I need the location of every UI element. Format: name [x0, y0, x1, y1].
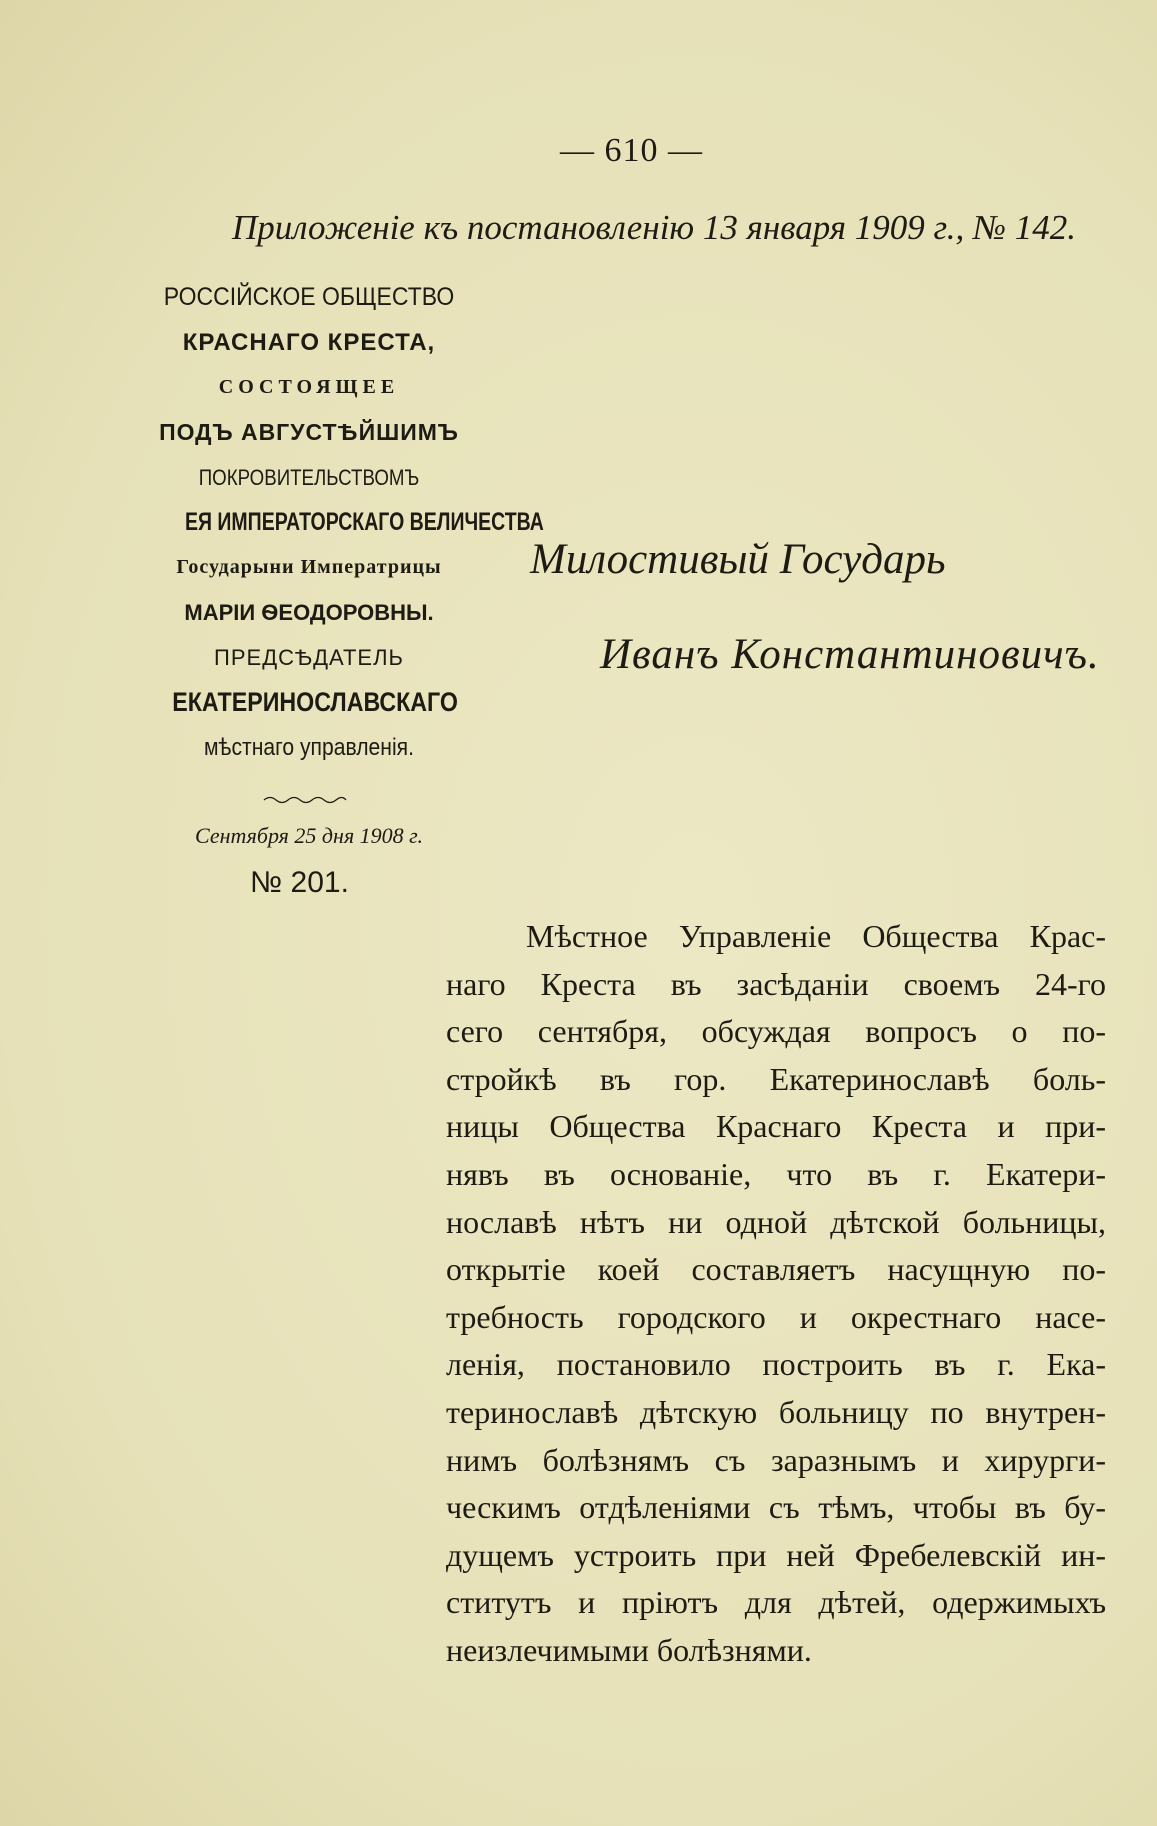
letterhead-line: РОССІЙСКОЕ ОБЩЕСТВО — [163, 283, 455, 311]
letterhead-line: ПОКРОВИТЕЛЬСТВОМЪ — [198, 465, 420, 490]
letterhead-line: ЕКАТЕРИНОСЛАВСКАГО — [172, 687, 458, 717]
letter-number: № 201. — [250, 866, 349, 899]
letterhead-line: мѣстнаго управленія. — [204, 734, 414, 761]
body-line: ститутъ и пріютъ для дѣтей, одержимыхъ — [446, 1584, 1106, 1621]
letterhead-line: СОСТОЯЩЕЕ — [218, 376, 400, 398]
page-number: — 610 — — [560, 132, 703, 169]
letterhead-line: Государыни Императрицы — [176, 556, 442, 578]
ornament-divider — [262, 794, 348, 806]
body-line: наго Креста въ засѣданіи своемъ 24-го — [446, 965, 1106, 1002]
document-heading: Приложенiе къ постановленiю 13 января 1909 г., № 142. — [232, 208, 1076, 247]
letter-body — [446, 913, 1106, 1675]
salutation: Милостивый Государь — [530, 536, 946, 583]
body-line: сего сентября, обсуждая вопросъ о по- — [446, 1013, 1106, 1050]
letterhead — [150, 275, 544, 770]
body-line: Мѣстное Управленіе Общества Крас- — [526, 918, 1106, 954]
body-line: открытіе коей составляетъ насущную по- — [446, 1251, 1106, 1288]
letterhead-line: ПРЕДСѢДАТЕЛЬ — [214, 645, 404, 670]
body-line: ческимъ отдѣленіями съ тѣмъ, чтобы въ бу- — [446, 1489, 1106, 1526]
body-line: теринославѣ дѣтскую больницу по внутрен- — [446, 1393, 1106, 1430]
body-line: нославѣ нѣтъ ни одной дѣтской больницы, — [446, 1203, 1106, 1240]
body-line: нявъ въ основаніе, что въ г. Екатери- — [446, 1155, 1106, 1192]
letterhead-line: ЕЯ ИМПЕРАТОРСКАГО ВЕЛИЧЕСТВА — [184, 508, 544, 536]
letterhead-line: ПОДЪ АВГУСТѢЙШИМЪ — [159, 419, 459, 445]
body-line: дущемъ устроить при ней Фребелевскій ин- — [446, 1536, 1106, 1573]
letter-date: Сентября 25 дня 1908 г. — [195, 823, 423, 848]
body-line: нимъ болѣзнямъ съ заразнымъ и хирурги- — [446, 1441, 1106, 1478]
body-line: ленія, постановило построить въ г. Ека- — [446, 1346, 1106, 1383]
addressee: Иванъ Константиновичъ. — [600, 631, 1100, 678]
body-line: неизлечимыми болѣзнями. — [446, 1631, 812, 1668]
body-line: требность городского и окрестнаго насе- — [446, 1298, 1106, 1335]
body-line: ницы Общества Краснаго Креста и при- — [446, 1108, 1106, 1145]
letterhead-line: МАРІИ ѲЕОДОРОВНЫ. — [184, 600, 434, 625]
letterhead-line: КРАСНАГО КРЕСТА, — [182, 329, 436, 356]
body-line: стройкѣ въ гор. Екатеринославѣ боль- — [446, 1060, 1106, 1097]
